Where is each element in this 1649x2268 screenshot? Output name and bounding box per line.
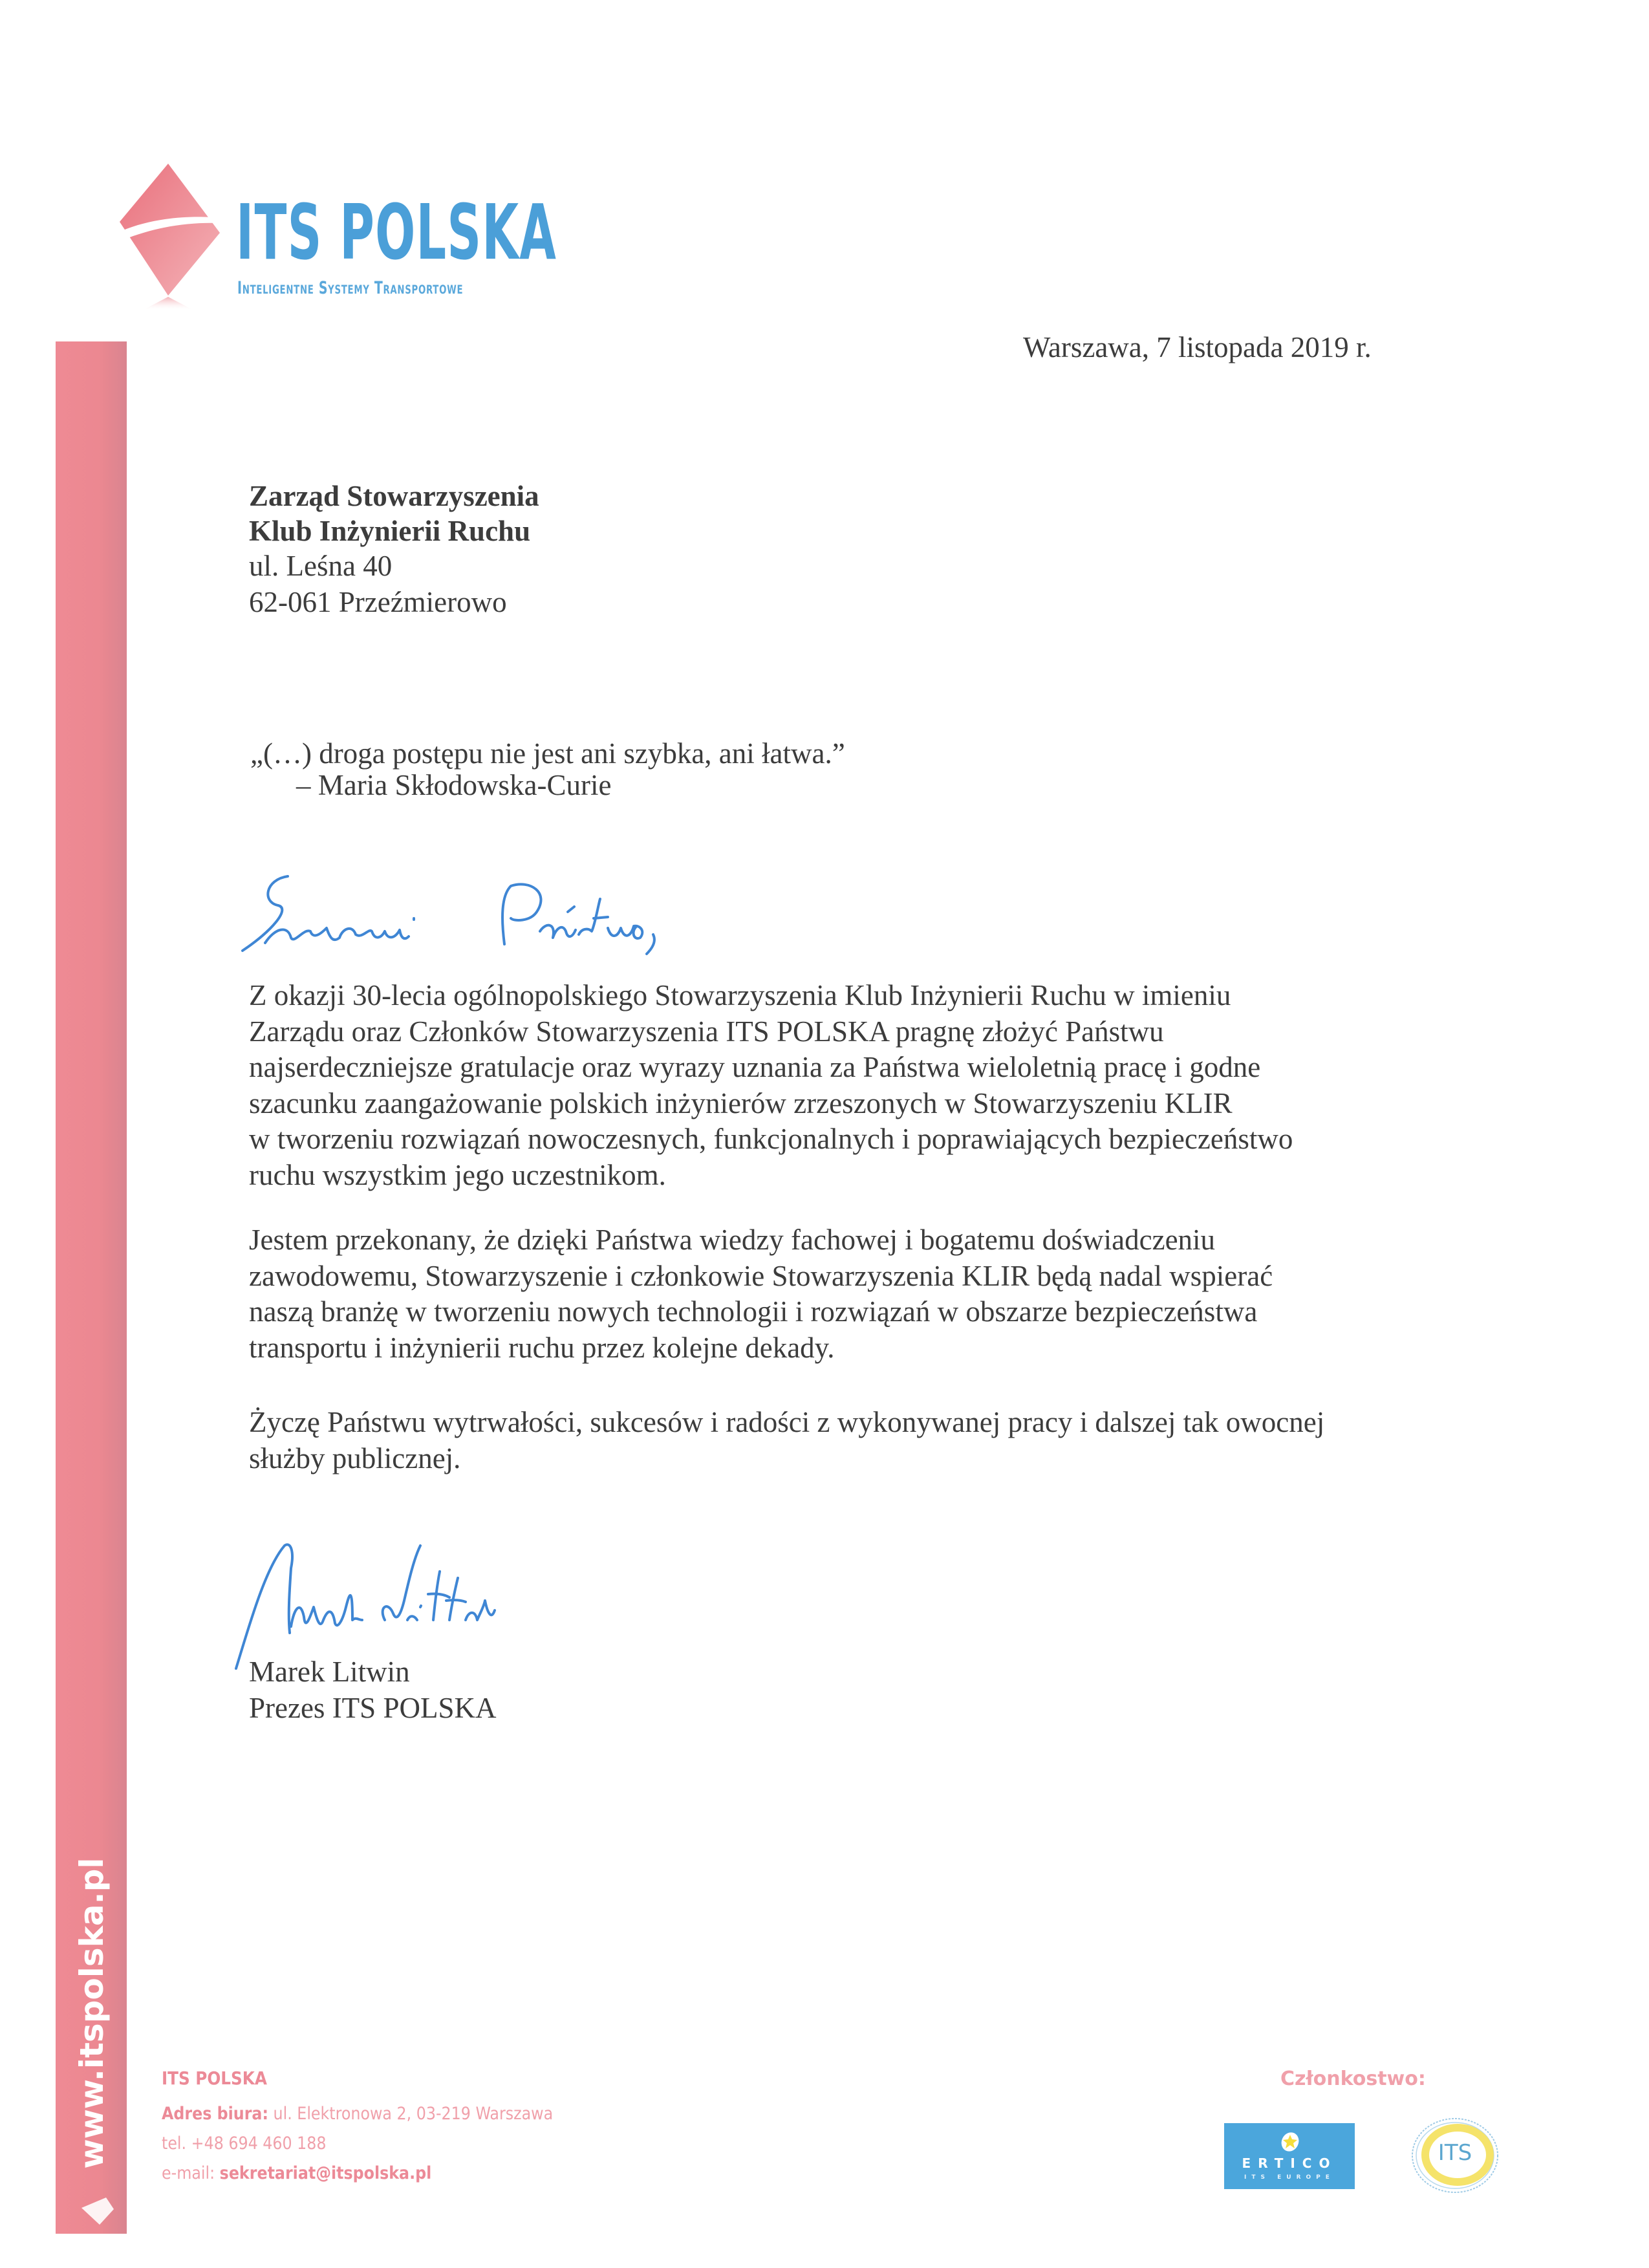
ertico-subtitle: ITS EUROPE — [1244, 2174, 1335, 2181]
body-paragraph-2-line: naszą branżę w tworzeniu nowych technologii i rozwiązań w obszarze bezpieczeństwa — [249, 1295, 1258, 1328]
body-paragraph-1-line: ruchu wszystkim jego uczestnikom. — [249, 1158, 666, 1191]
epigraph-author: – Maria Skłodowska-Curie — [296, 769, 612, 801]
footer-email — [162, 2165, 431, 2182]
footer-address-label: Adres biura: — [162, 2104, 268, 2124]
globe-icon — [1280, 2131, 1300, 2153]
body-paragraph-2-line: transportu i inżynierii ruchu przez kolejne dekady. — [249, 1331, 835, 1364]
body-paragraph-1-line: Z okazji 30-lecia ogólnopolskiego Stowarzyszenia Klub Inżynierii Ruchu w imieniu — [249, 979, 1231, 1011]
footer-email-link[interactable]: sekretariat@itspolska.pl — [219, 2163, 432, 2183]
logo-mark-small-icon — [80, 2190, 118, 2227]
its-polska-logo-mark-icon — [116, 158, 226, 310]
footer-phone — [162, 2135, 327, 2152]
handwritten-signature — [226, 1523, 627, 1672]
footer-phone-value[interactable]: +48 694 460 188 — [191, 2133, 327, 2154]
body-paragraph-1-line: w tworzeniu rozwiązań nowoczesnych, funkcjonalnych i poprawiających bezpieczeństwo — [249, 1123, 1293, 1155]
signer-name: Marek Litwin — [249, 1656, 410, 1688]
recipient-line-2: Klub Inżynierii Ruchu — [249, 515, 531, 547]
its-membership-logo — [1410, 2116, 1500, 2195]
recipient-line-4: 62-061 Przeźmierowo — [249, 586, 507, 618]
footer-org-name: ITS POLSKA — [162, 2068, 267, 2089]
body-paragraph-1-line: szacunku zaangażowanie polskich inżynierów zrzeszonych w Stowarzyszeniu KLIR — [249, 1086, 1233, 1119]
handwritten-greeting — [226, 867, 679, 957]
letter-date: Warszawa, 7 listopada 2019 r. — [1023, 331, 1372, 363]
body-paragraph-3-line: służby publicznej. — [249, 1442, 461, 1474]
footer-phone-label: tel. — [162, 2133, 187, 2154]
body-paragraph-1-line: Zarządu oraz Członków Stowarzyszenia ITS POLSKA pragnę złożyć Państwu — [249, 1015, 1164, 1048]
sidebar-band — [56, 341, 127, 2234]
ertico-name: ERTICO — [1242, 2155, 1337, 2171]
membership-label: Członkostwo: — [1280, 2068, 1426, 2090]
signer-title: Prezes ITS POLSKA — [249, 1692, 497, 1724]
its-badge-text: ITS — [1438, 2140, 1472, 2166]
sidebar-url-text: www.itspolska.pl — [73, 1857, 111, 2169]
recipient-line-3: ul. Leśna 40 — [249, 550, 393, 582]
body-paragraph-3-line: Życzę Państwu wytrwałości, sukcesów i radości z wykonywanej pracy i dalszej tak owocnej — [249, 1406, 1325, 1438]
epigraph-quote: „(…) droga postępu nie jest ani szybka, ani łatwa.” — [250, 737, 845, 770]
sidebar-url[interactable] — [66, 1857, 118, 2169]
footer-address — [162, 2105, 553, 2122]
body-paragraph-2-line: Jestem przekonany, że dzięki Państwa wiedzy fachowej i bogatemu doświadczeniu — [249, 1224, 1216, 1256]
recipient-line-1: Zarząd Stowarzyszenia — [249, 480, 539, 512]
footer-address-value: ul. Elektronowa 2, 03-219 Warszawa — [273, 2104, 554, 2124]
footer-email-label: e-mail: — [162, 2163, 215, 2183]
body-paragraph-1-line: najserdeczniejsze gratulacje oraz wyrazy uznania za Państwa wieloletnią pracę i godne — [249, 1051, 1261, 1083]
logo-subtitle: Inteligentne Systemy Transportowe — [237, 278, 464, 298]
body-paragraph-2-line: zawodowemu, Stowarzyszenie i członkowie Stowarzyszenia KLIR będą nadal wspierać — [249, 1259, 1273, 1292]
logo-title: ITS POLSKA — [236, 188, 557, 277]
ertico-logo — [1224, 2123, 1355, 2189]
